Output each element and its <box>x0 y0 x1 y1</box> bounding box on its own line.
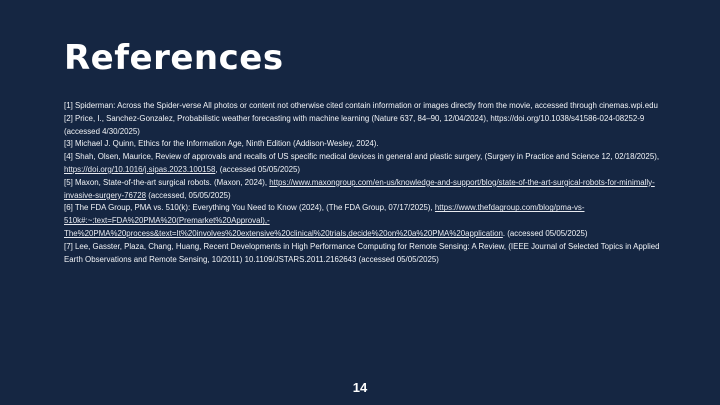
reference-text: , (accessed 05/05/2025) <box>215 164 301 174</box>
reference-text: (accessed, 05/05/2025) <box>146 190 231 200</box>
reference-text: . (accessed 05/05/2025) <box>502 228 588 238</box>
reference-text: [4] Shah, Olsen, Maurice, Review of approvals and recalls of US specific medical devices in general and plastic surgery, (Surgery in Practice and Science 12, 02/18/2025), <box>64 152 660 162</box>
page-number: 14 <box>352 380 368 395</box>
reference-entry <box>64 177 664 203</box>
reference-entry <box>64 202 664 240</box>
reference-text: [7] Lee, Gasster, Plaza, Chang, Huang, Recent Developments in High Performance Computing for Remote Sensing: A Review, (IEEE Journal of Selected Topics in Applied Earth Observations and Remote Sensing, 10/2011) 10.1109/JSTARS.2011.2162643 (accessed 05/05/2025) <box>64 241 660 264</box>
reference-text: All photos or content not otherwise cited contain information or images directly from the movie, accessed through cinemas.wpi.edu <box>201 101 658 110</box>
reference-link[interactable]: https://www.thefdagroup.com/blog/pma-vs-510k#:~:text=FDA%20PMA%20(Premarket%20Approval),-The%20PMA%20process&text=It%20involves%20extensive%20clinical%20trials,decide%20on%20a%20PMA%20application <box>64 203 585 238</box>
reference-text: [6] The FDA Group, PMA vs. 510(k): Everything You Need to Know (2024), (The FDA Group, 07/17/2025), <box>64 203 435 213</box>
reference-entry <box>64 138 664 151</box>
reference-text: [5] Maxon, State-of-the-art surgical robots. (Maxon, 2024), <box>64 177 270 187</box>
reference-text: [1] Spiderman: Across the Spider-verse <box>64 101 202 110</box>
reference-entry <box>64 100 664 113</box>
reference-link[interactable]: https://doi.org/10.1016/j.sipas.2023.100158 <box>64 164 216 174</box>
reference-text: [2] Price, I., Sanchez-Gonzalez, Probabilistic weather forecasting with machine learning (Nature 637, 84–90, 12/04/2024), https://doi.org/10.1038/s41586-024-08252-9 (accessed 4/30/2025) <box>64 113 645 136</box>
reference-entry <box>64 241 664 267</box>
reference-entry <box>64 113 664 139</box>
reference-link[interactable]: https://www.maxongroup.com/en-us/knowledge-and-support/blog/state-of-the-art-surgical-robots-for-minimally-invasive-surgery-76728 <box>64 177 655 200</box>
references-list <box>64 100 664 266</box>
reference-text: [3] Michael J. Quinn, Ethics for the Information Age, Ninth Edition (Addison-Wesley, 2024). <box>64 139 379 149</box>
reference-entry <box>64 151 664 177</box>
page-title: References <box>64 38 284 78</box>
